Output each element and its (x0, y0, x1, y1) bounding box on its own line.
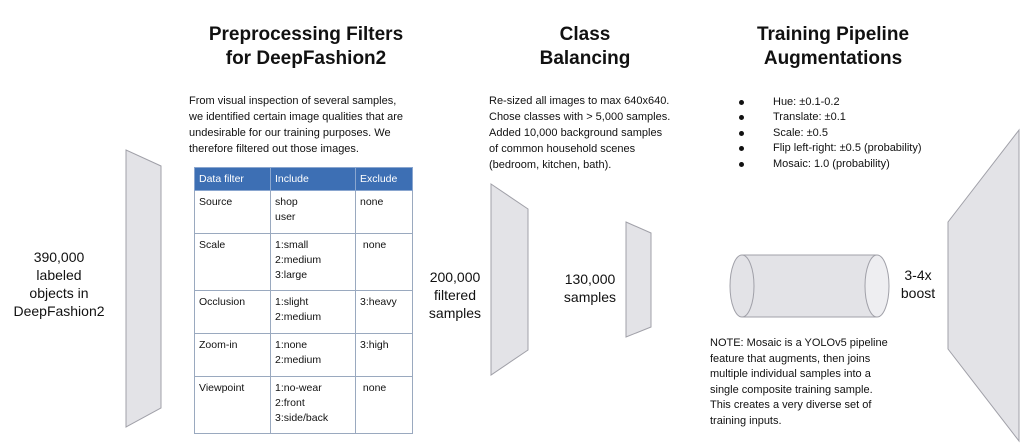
filters-intro-line: we identified certain image qualities that are (189, 111, 404, 123)
bullet-icon (739, 131, 744, 136)
exclude-cell: none (356, 377, 413, 434)
exclude-cell: none (356, 234, 413, 291)
bullet-icon (739, 115, 744, 120)
bullet-icon (739, 146, 744, 151)
include-value: 1:no-wear (275, 382, 322, 394)
pipeline-heading-line2: Augmentations (763, 48, 903, 69)
note-line: feature that augments, then joins (710, 352, 871, 365)
include-value: shop (275, 196, 298, 208)
augmentation-label: Hue: ±0.1-0.2 (773, 96, 840, 108)
include-value: 2:front (275, 397, 305, 409)
exclude-cell: 3:high (356, 334, 413, 377)
filter-cell: Viewpoint (195, 377, 271, 434)
include-cell (271, 334, 356, 377)
include-cell (271, 234, 356, 291)
balancing-line: Chose classes with > 5,000 samples. (489, 111, 671, 123)
balancing-line: Added 10,000 background samples (489, 127, 663, 139)
include-cell (271, 377, 356, 434)
augmentation-item (735, 110, 995, 125)
note-line: NOTE: Mosaic is a YOLOv5 pipeline (710, 337, 888, 349)
augmentation-item (735, 157, 995, 172)
mosaic-note (710, 336, 940, 430)
pipeline-heading-line1: Training Pipeline (756, 24, 910, 45)
balancing-text (489, 93, 699, 173)
balancing-line: of common household scenes (489, 143, 636, 155)
stage1-line: DeepFashion2 (13, 303, 105, 319)
include-value: 3:side/back (275, 412, 329, 424)
table-row (195, 234, 413, 291)
stage2-line: 200,000 (429, 269, 481, 285)
augmentation-item (735, 95, 995, 110)
stage1-line: 390,000 (33, 249, 85, 265)
stage4-label (893, 266, 943, 302)
class-balancing-heading (510, 23, 660, 71)
stage4-line: boost (900, 285, 936, 301)
filters-intro (189, 93, 449, 157)
balancing-line: Re-sized all images to max 640x640. (489, 95, 670, 107)
filter-cell: Scale (195, 234, 271, 291)
augmentation-label: Mosaic: 1.0 (probability) (773, 157, 890, 170)
filters-intro-line: From visual inspection of several samples, (189, 95, 397, 107)
augmentation-item (735, 141, 995, 156)
note-line: training inputs. (710, 414, 782, 427)
include-cell (271, 291, 356, 334)
exclude-cell: none (356, 191, 413, 234)
pipeline-heading (733, 23, 933, 71)
stage4-line: 3-4x (904, 267, 932, 283)
include-value: 3:large (275, 269, 308, 281)
bullet-icon (739, 100, 744, 105)
balancing-line: (bedroom, kitchen, bath). (489, 159, 612, 171)
stage3-line: samples (563, 289, 617, 305)
bullet-icon (739, 162, 744, 167)
filters-heading-line2: for DeepFashion2 (225, 48, 387, 69)
pipeline-cylinder (730, 255, 889, 317)
augmentation-item (735, 126, 995, 141)
note-line: multiple individual samples into a (710, 368, 871, 381)
include-value: 2:medium (275, 254, 322, 266)
stage3-label (555, 270, 625, 306)
filters-heading-line1: Preprocessing Filters (208, 24, 404, 45)
stage3-line: 130,000 (564, 271, 616, 287)
header-data-filter: Data filter (195, 168, 271, 191)
include-cell (271, 191, 356, 234)
table-row (195, 377, 413, 434)
filter-table (194, 167, 413, 434)
note-line: single composite training sample. (710, 383, 873, 396)
stage4-trapezoid (948, 130, 1019, 441)
stage1-line: objects in (29, 285, 89, 301)
augmentation-label: Flip left-right: ±0.5 (probability) (773, 142, 922, 155)
filter-cell: Zoom-in (195, 334, 271, 377)
filters-heading (176, 23, 436, 71)
stage1-trapezoid (126, 150, 161, 427)
stage2-line: samples (428, 305, 482, 321)
table-row (195, 291, 413, 334)
stage2-line: filtered (433, 287, 477, 303)
exclude-cell: 3:heavy (356, 291, 413, 334)
header-exclude: Exclude (356, 168, 413, 191)
include-value: user (275, 211, 296, 223)
table-header-row (195, 168, 413, 191)
stage3-trapezoid (626, 222, 651, 337)
include-value: 1:none (275, 339, 308, 351)
include-value: 1:slight (275, 296, 309, 308)
table-row (195, 191, 413, 234)
augmentation-list (735, 95, 995, 172)
stage1-line: labeled (36, 267, 82, 283)
class-heading-line2: Balancing (539, 48, 631, 69)
augmentation-label: Translate: ±0.1 (773, 111, 846, 124)
header-include: Include (271, 168, 356, 191)
filter-cell: Source (195, 191, 271, 234)
filters-intro-line: therefore filtered out those images. (189, 143, 359, 155)
include-value: 2:medium (275, 311, 322, 323)
class-heading-line1: Class (559, 24, 611, 45)
stage2-trapezoid (491, 184, 528, 375)
stage2-label (418, 268, 492, 322)
include-value: 2:medium (275, 354, 322, 366)
include-value: 1:small (275, 239, 309, 251)
filters-intro-line: undesirable for our training purposes. We (189, 127, 391, 139)
note-line: This creates a very diverse set of (710, 399, 872, 412)
augmentation-label: Scale: ±0.5 (773, 126, 828, 139)
filter-cell: Occlusion (195, 291, 271, 334)
table-row (195, 334, 413, 377)
stage1-label (0, 248, 118, 320)
